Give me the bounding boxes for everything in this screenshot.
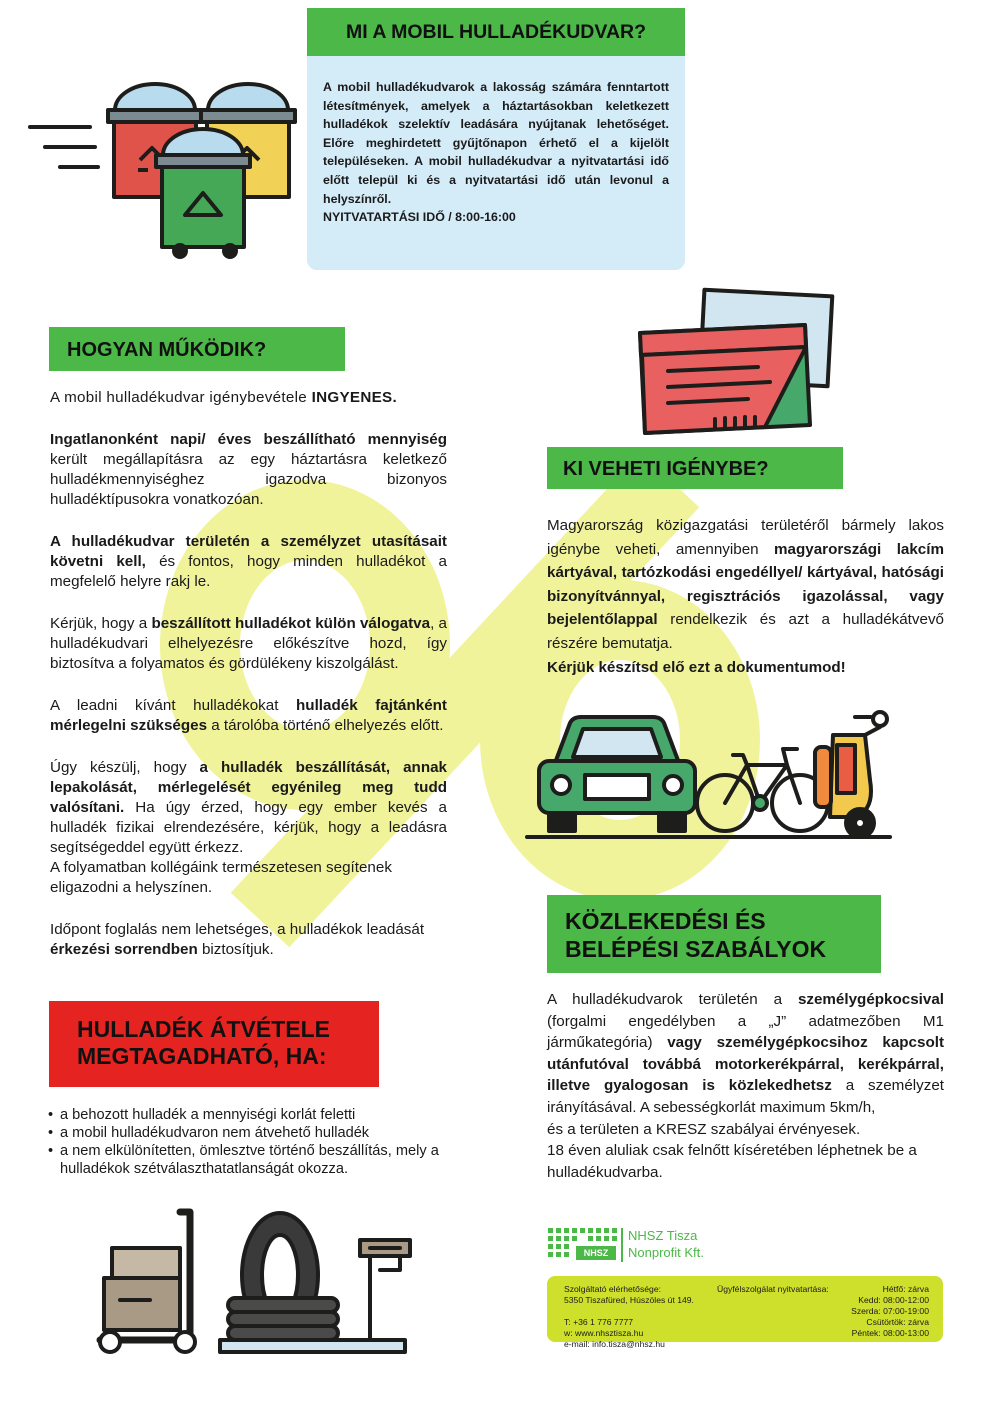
refuse-title-line1: HULLADÉK ÁTVÉTELE xyxy=(77,1016,330,1042)
who-title: KI VEHETI IGÉNYBE? xyxy=(563,458,769,480)
office-hours-day: Kedd: 08:00-12:00 xyxy=(858,1295,929,1305)
mobile-description: A mobil hulladékudvarok a lakosság számára fenntartott létesítmények, amelyek a háztartásokban keletkezett hulladékok szelektív leadására nyújtanak lehetőséget. Előre meghirdetett gyűjtőnapon érhető el a kijelölt településeken. A mobil hulladékudvar a nyitvatartási idő előtt települ ki és a nyitvatartási idő után levonul a helyszínről. xyxy=(323,80,669,206)
who-section xyxy=(547,514,944,679)
how-paragraph-sorting: Kérjük, hogy a beszállított hulladékot külön válogatva, a hulladékudvari elhelyezésre előkészítve hozd, így biztosítva a folyamatos és gördülékeny kiszolgálást. xyxy=(50,615,447,672)
office-hours-day: Hétfő: zárva xyxy=(882,1284,929,1294)
contact-phone: T: +36 1 776 7777 xyxy=(564,1317,634,1327)
refuse-list xyxy=(48,1106,453,1178)
contact-email: e-mail: info.tisza@nhsz.hu xyxy=(564,1339,665,1349)
who-title-banner xyxy=(547,447,843,489)
how-title-banner xyxy=(49,327,345,371)
mobile-title: MI A MOBIL HULLADÉKUDVAR? xyxy=(345,21,647,43)
nhsz-logo-divider xyxy=(621,1228,623,1262)
trolley-tires-illustration xyxy=(80,1200,420,1360)
nhsz-logo-name: NHSZ Tisza xyxy=(628,1228,698,1243)
refuse-item: • a mobil hulladékudvaron nem átvehető hulladék xyxy=(48,1124,453,1142)
refuse-title-line2: MEGTAGADHATÓ, HA: xyxy=(77,1043,327,1069)
nhsz-logo-subname: Nonprofit Kft. xyxy=(628,1245,704,1260)
how-paragraph-staff: A hulladékudvar területén a személyzet utasításait követni kell, és fontos, hogy minden hulladékot a megfelelő helyre rakj le. xyxy=(50,533,447,590)
waste-bins-illustration xyxy=(20,75,300,260)
office-hours-title: Ügyfélszolgálat nyitvatartása: xyxy=(717,1284,829,1294)
who-paragraph: Magyarország közigazgatási területéről bármely lakos igénybe veheti, amennyiben magyarországi lakcím kártyával, tartózkodási engedéllyel/ kártyával, hatósági bizonyítvánnyal, regisztrációs igazolással, vagy bejelentőlappal rendelkezik és azt a hulladékátvevő részére bemutatja. xyxy=(547,517,944,652)
contact-title: Szolgáltató elérhetősége: xyxy=(564,1284,661,1294)
traffic-title-line2: BELÉPÉSI SZABÁLYOK xyxy=(565,936,827,962)
traffic-section xyxy=(547,989,944,1183)
contact-web: w: www.nhsztisza.hu xyxy=(564,1328,644,1338)
nhsz-logo-badge: NHSZ xyxy=(576,1246,616,1260)
refuse-title-banner xyxy=(49,1001,379,1087)
mobile-description-box xyxy=(307,56,685,270)
contact-address: 5350 Tiszafüred, Húszöles út 149. xyxy=(564,1295,694,1305)
how-paragraph-free: A mobil hulladékudvar igénybevétele INGYENES. xyxy=(50,389,397,406)
office-hours-day: Szerda: 07:00-19:00 xyxy=(851,1306,929,1316)
office-hours-day: Péntek: 08:00-13:00 xyxy=(851,1328,929,1338)
how-section xyxy=(50,388,447,982)
nhsz-logo xyxy=(548,1228,728,1268)
contact-column xyxy=(564,1284,724,1350)
how-paragraph-order: Időpont foglalás nem lehetséges, a hulladékok leadását érkezési sorrendben biztosítjuk. xyxy=(50,921,425,958)
contact-footer xyxy=(547,1276,943,1349)
vehicles-illustration xyxy=(525,705,895,845)
how-paragraph-quantity: Ingatlanonként napi/ éves beszállítható mennyiség került megállapításra az egy háztartásra keletkező hulladékmennyiséghez igazodva bizonyos hulladéktípusokra vonatkozóan. xyxy=(50,431,447,508)
traffic-title-line1: KÖZLEKEDÉSI ÉS xyxy=(565,908,766,934)
mobile-title-banner xyxy=(307,8,685,56)
how-title: HOGYAN MŰKÖDIK? xyxy=(67,339,267,361)
how-paragraph-help: A folyamatban kollégáink természetesen segítenek eligazodni a helyszínen. xyxy=(50,859,392,896)
traffic-paragraph: A hulladékudvarok területén a személygépkocsival (forgalmi engedélyben a „J” adatmezőben M1 járműkategória) vagy személygépkocsihoz kapcsolt utánfutóval továbbá motorkerékpárral, kerékpárral, illetve gyalogosan is közlekedhetsz a személyzet irányításával. A sebességkorlát maximum 5km/h, xyxy=(547,991,944,1116)
refuse-item: • a nem elkülönítetten, ömlesztve történő beszállítás, mely a hulladékok szétválaszthatatlanságát okozza. xyxy=(48,1142,453,1178)
traffic-kresz: és a területen a KRESZ szabályai érvényesek. xyxy=(547,1120,861,1138)
opening-hours: NYITVATARTÁSI IDŐ / 8:00-16:00 xyxy=(323,210,516,225)
id-card-illustration xyxy=(630,285,840,445)
traffic-title-banner xyxy=(547,895,881,973)
traffic-minors: 18 éven aluliak csak felnőtt kíséretében léphetnek be a hulladékudvarba. xyxy=(547,1142,917,1181)
how-paragraph-weighing: A leadni kívánt hulladékokat hulladék fajtánként mérlegelni szükséges a tárolóba történő elhelyezés előtt. xyxy=(50,697,447,734)
office-hours-list xyxy=(851,1284,929,1339)
refuse-item: • a behozott hulladék a mennyiségi korlát feletti xyxy=(48,1106,453,1124)
how-paragraph-unloading: Úgy készülj, hogy a hulladék beszállítását, annak lepakolását, mérlegelését egyénileg meg tudd valósítani. Ha úgy érzed, hogy egy ember kevés a hulladék fizikai elrendezésére, kérjük, hogy a leadásra segítségeddel együtt érkezz. xyxy=(50,759,447,856)
who-reminder: Kérjük készítsd elő ezt a dokumentumod! xyxy=(547,658,846,676)
office-hours-day: Csütörtök: zárva xyxy=(866,1317,929,1327)
